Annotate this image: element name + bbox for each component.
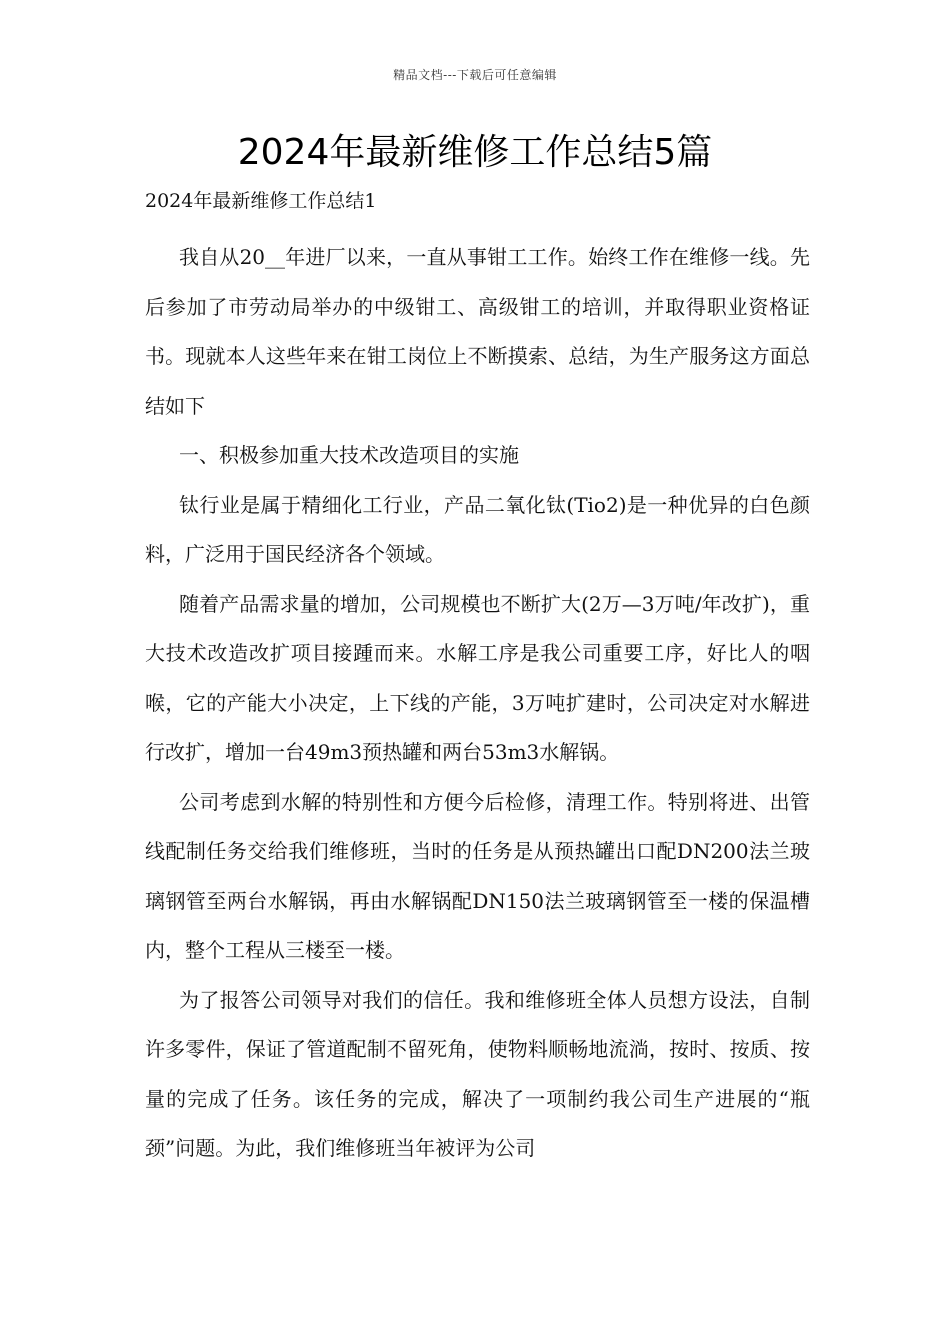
paragraph: 我自从20__年进厂以来，一直从事钳工工作。始终工作在维修一线。先后参加了市劳动局举办的中级钳工、高级钳工的培训，并取得职业资格证书。现就本人这些年来在钳工岗位上不断摸索、总结，为生产服务这方面总结如下	[145, 245, 810, 418]
document-body	[145, 233, 810, 1174]
paragraph: 随着产品需求量的增加，公司规模也不断扩大(2万—3万吨/年改扩)，重大技术改造改扩项目接踵而来。水解工序是我公司重要工序，好比人的咽喉，它的产能大小决定，上下线的产能，3万吨扩建时，公司决定对水解进行改扩，增加一台49m3预热罐和两台53m3水解锅。	[145, 591, 810, 764]
section-heading: 一、积极参加重大技术改造项目的实施	[179, 443, 519, 467]
section-subtitle: 2024年最新维修工作总结1	[145, 190, 377, 212]
paragraph: 钛行业是属于精细化工行业，产品二氧化钛(Tio2)是一种优异的白色颜料，广泛用于国民经济各个领域。	[145, 492, 810, 566]
paragraph: 公司考虑到水解的特别性和方便今后检修，清理工作。特别将进、出管线配制任务交给我们维修班，当时的任务是从预热罐出口配DN200法兰玻璃钢管至两台水解锅，再由水解锅配DN150法兰玻璃钢管至一楼的保温槽内，整个工程从三楼至一楼。	[145, 789, 810, 962]
page-header: 精品文档---下载后可任意编辑	[393, 68, 557, 82]
document-title: 2024年最新维修工作总结5篇	[237, 132, 713, 173]
paragraph: 为了报答公司领导对我们的信任。我和维修班全体人员想方设法，自制许多零件，保证了管道配制不留死角，使物料顺畅地流淌，按时、按质、按量的完成了任务。该任务的完成，解决了一项制约我公司生产进展的“瓶颈”问题。为此，我们维修班当年被评为公司	[145, 987, 810, 1160]
